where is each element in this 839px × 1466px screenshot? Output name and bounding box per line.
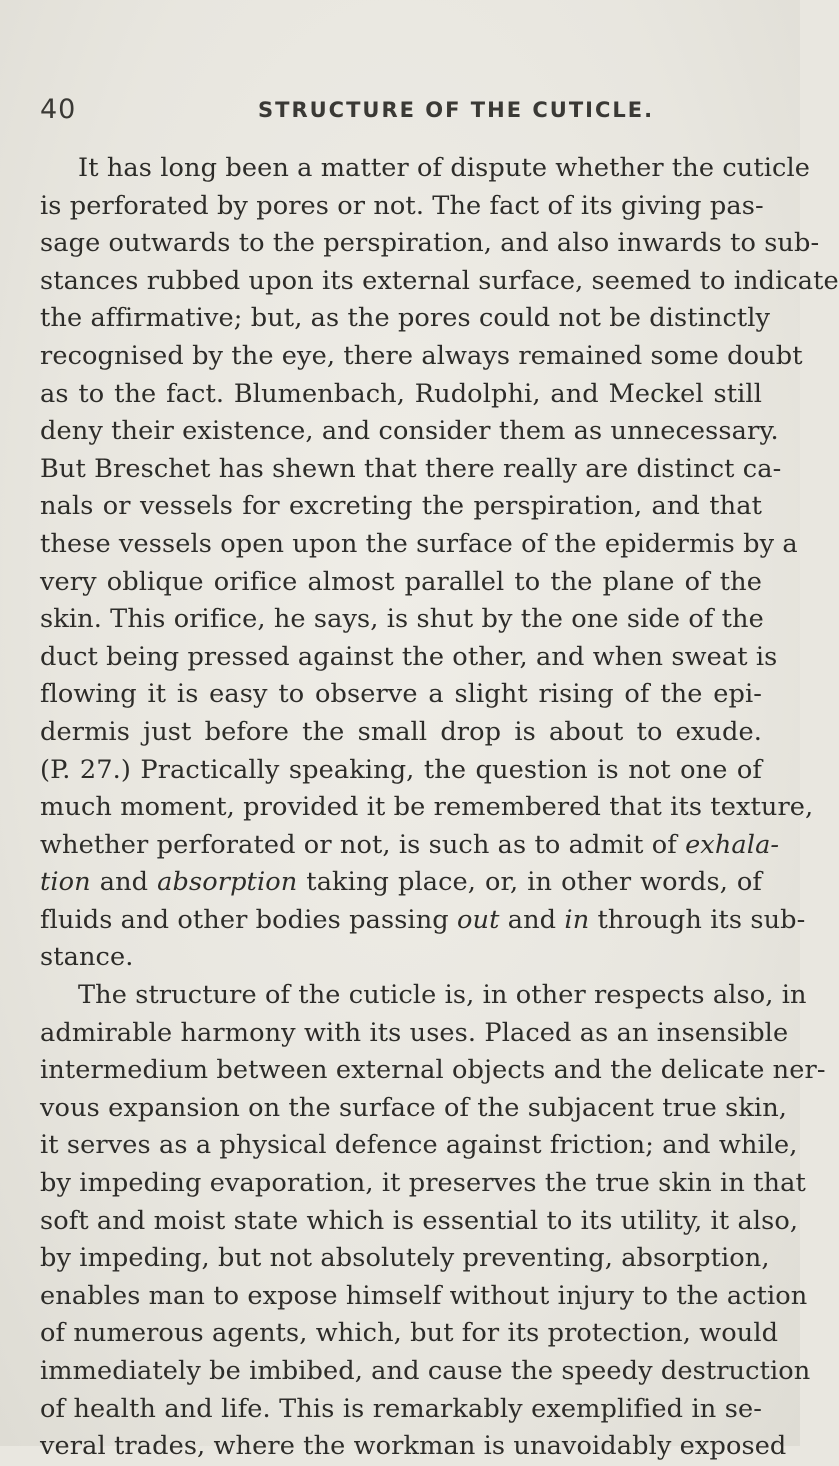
text-line (40, 864, 762, 902)
text-line (40, 827, 780, 865)
text-run: taking place, or, in other words, of (297, 867, 762, 898)
text-line: skin. This orifice, he says, is shut by the one side of the (40, 604, 764, 635)
text-line: as to the fact. Blumenbach, Rudolphi, and Meckel still (40, 378, 762, 409)
text-line: dermis just before the small drop is about to exude. (40, 716, 762, 747)
text-line: The structure of the cuticle is, in other respects also, in (78, 980, 807, 1011)
text-line: deny their existence, and consider them as unnecessary. (40, 416, 779, 447)
text-line: (P. 27.) Practically speaking, the question is not one of (40, 754, 762, 785)
text-line: is perforated by pores or not. The fact of its giving pas- (40, 190, 764, 221)
running-head: STRUCTURE OF THE CUTICLE. (258, 98, 655, 122)
text-run: whether perforated or not, is such as to admit of (40, 829, 686, 860)
text-line: flowing it is easy to observe a slight rising of the epi- (40, 679, 762, 710)
text-line: it serves as a physical defence against friction; and while, (40, 1130, 798, 1161)
body-text (40, 150, 839, 1466)
italic-run: absorption (157, 867, 298, 898)
text-line: It has long been a matter of dispute whether the cuticle (78, 153, 811, 183)
text-line: the affirmative; but, as the pores could not be distinctly (40, 303, 771, 334)
text-line: enables man to expose himself without injury to the action (40, 1280, 808, 1311)
text-line: intermedium between external objects and the delicate ner- (40, 1055, 826, 1086)
text-line: stances rubbed upon its external surface, seemed to indicate (40, 265, 839, 296)
text-line: these vessels open upon the surface of the epidermis by a (40, 528, 798, 559)
italic-run: tion (40, 867, 91, 898)
text-line: admirable harmony with its uses. Placed as an insensible (40, 1017, 789, 1048)
text-line: stance. (40, 942, 134, 973)
text-line: by impeding evaporation, it preserves the true skin in that (40, 1168, 806, 1199)
text-line: nals or vessels for excreting the perspiration, and that (40, 491, 762, 522)
italic-run: exhala- (685, 829, 780, 860)
text-line (40, 902, 806, 940)
text-line: very oblique orifice almost parallel to the plane of the (40, 566, 762, 597)
text-run: and (90, 867, 158, 898)
text-line: duct being pressed against the other, and when sweat is (40, 641, 778, 672)
italic-run: in (564, 904, 590, 935)
text-line: of numerous agents, which, but for its protection, would (40, 1318, 779, 1349)
page-header (40, 88, 760, 128)
italic-run: out (457, 904, 500, 935)
text-line: vous expansion on the surface of the subjacent true skin, (40, 1092, 788, 1123)
text-run: and (499, 904, 565, 935)
text-line: recognised by the eye, there always remained some doubt (40, 340, 803, 371)
text-run: through its sub- (589, 904, 806, 935)
text-line: But Breschet has shewn that there really are distinct ca- (40, 453, 782, 484)
text-line: sage outwards to the perspiration, and also inwards to sub- (40, 228, 820, 259)
text-line: soft and moist state which is essential to its utility, it also, (40, 1205, 799, 1236)
page-number: 40 (40, 94, 77, 125)
text-line: immediately be imbibed, and cause the speedy destruction (40, 1356, 811, 1386)
text-line: veral trades, where the workman is unavoidably exposed (40, 1431, 787, 1462)
text-line: by impeding, but not absolutely preventing, absorption, (40, 1243, 770, 1274)
text-line: much moment, provided it be remembered that its texture, (40, 792, 814, 823)
text-line: of health and life. This is remarkably exemplified in se- (40, 1393, 762, 1424)
text-run: fluids and other bodies passing (40, 904, 458, 935)
